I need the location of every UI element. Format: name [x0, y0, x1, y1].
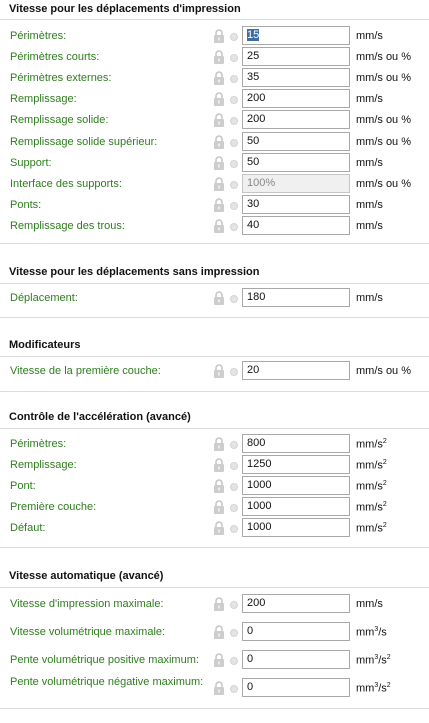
unit-text: mm — [356, 626, 375, 639]
unit-label — [356, 220, 383, 232]
reset-dot-icon[interactable] — [230, 685, 238, 693]
value-input[interactable] — [242, 361, 350, 380]
unit-text: mm/s — [356, 220, 383, 232]
setting-label: Pont: — [10, 480, 36, 492]
lock-icon[interactable] — [213, 479, 225, 493]
reset-dot-icon[interactable] — [230, 223, 238, 231]
value-input[interactable] — [242, 216, 350, 235]
reset-dot-icon[interactable] — [230, 139, 238, 147]
unit-label — [356, 51, 411, 63]
value-text: 800 — [247, 437, 266, 449]
section-bottom-border — [0, 547, 429, 548]
value-input[interactable] — [242, 195, 350, 214]
unit-text: mm — [356, 654, 375, 667]
unit-label — [356, 682, 391, 695]
setting-label: Pente volumétrique négative maximum: — [10, 676, 204, 688]
setting-row — [0, 216, 429, 237]
value-text: 1000 — [247, 521, 272, 533]
unit-label — [356, 626, 387, 639]
value-input[interactable] — [242, 68, 350, 87]
value-text: 1000 — [247, 500, 272, 512]
unit-label — [356, 30, 383, 42]
section-bottom-border — [0, 243, 429, 244]
unit-label — [356, 438, 387, 451]
setting-label: Défaut: — [10, 522, 46, 534]
section-divider — [0, 283, 429, 284]
value-input[interactable] — [242, 288, 350, 307]
section-title: Vitesse pour les déplacements sans impression — [9, 266, 260, 278]
setting-label: Périmètres: — [10, 30, 67, 42]
unit-label — [356, 598, 383, 610]
value-input[interactable] — [242, 497, 350, 516]
section-divider — [0, 19, 429, 20]
setting-label: Pente volumétrique positive maximum: — [10, 654, 199, 666]
value-text: 0 — [247, 681, 254, 693]
value-text: 200 — [247, 597, 266, 609]
value-text: 40 — [247, 219, 260, 231]
setting-row — [0, 68, 429, 89]
setting-row — [0, 288, 429, 309]
unit-label — [356, 93, 383, 105]
unit-text: mm/s — [356, 292, 383, 304]
setting-label: Support: — [10, 157, 52, 169]
setting-row — [0, 89, 429, 110]
unit-superscript: 2 — [382, 522, 387, 529]
value-text: 30 — [247, 198, 260, 210]
value-input[interactable] — [242, 174, 350, 193]
unit-label — [356, 292, 383, 304]
lock-icon[interactable] — [213, 156, 225, 170]
value-text: 100% — [247, 177, 276, 189]
unit-text: mm/s ou % — [356, 51, 412, 63]
unit-text: mm/s — [356, 501, 383, 514]
value-input[interactable] — [242, 153, 350, 172]
reset-dot-icon[interactable] — [230, 75, 238, 83]
lock-icon[interactable] — [213, 625, 225, 639]
unit-label — [356, 522, 387, 535]
unit-label — [356, 199, 383, 211]
unit-text: mm/s — [356, 199, 383, 211]
value-text: 50 — [247, 156, 260, 168]
lock-icon[interactable] — [213, 71, 225, 85]
value-text: 0 — [247, 625, 254, 637]
lock-icon[interactable] — [213, 198, 225, 212]
setting-row — [0, 650, 429, 671]
reset-dot-icon[interactable] — [230, 202, 238, 210]
setting-label: Vitesse d'impression maximale: — [10, 598, 164, 610]
setting-row — [0, 476, 429, 497]
reset-dot-icon[interactable] — [230, 504, 238, 512]
value-text: 200 — [247, 92, 266, 104]
section-bottom-border — [0, 317, 429, 318]
lock-icon[interactable] — [213, 500, 225, 514]
value-input[interactable] — [242, 678, 350, 697]
reset-dot-icon[interactable] — [230, 54, 238, 62]
unit-label — [356, 178, 411, 190]
section-bottom-border — [0, 391, 429, 392]
value-input[interactable] — [242, 518, 350, 537]
value-text: 15 — [247, 29, 260, 41]
reset-dot-icon[interactable] — [230, 96, 238, 104]
unit-label — [356, 365, 411, 377]
value-input[interactable] — [242, 476, 350, 495]
reset-dot-icon[interactable] — [230, 525, 238, 533]
setting-label: Ponts: — [10, 199, 42, 211]
unit-superscript: 2 — [382, 459, 387, 466]
lock-icon[interactable] — [213, 597, 225, 611]
unit-tail: /s — [378, 682, 387, 695]
section-title: Vitesse automatique (avancé) — [9, 570, 164, 582]
lock-icon[interactable] — [213, 219, 225, 233]
value-text: 180 — [247, 291, 266, 303]
unit-text: mm/s — [356, 459, 383, 472]
setting-row — [0, 678, 429, 699]
setting-row — [0, 518, 429, 539]
value-input[interactable] — [242, 622, 350, 641]
unit-tail: /s — [378, 626, 387, 639]
value-text: 25 — [247, 50, 260, 62]
unit-text: mm/s — [356, 598, 383, 610]
value-text: 35 — [247, 71, 260, 83]
setting-row — [0, 455, 429, 476]
unit-text: mm — [356, 682, 375, 695]
setting-label: Déplacement: — [10, 292, 78, 304]
setting-row — [0, 594, 429, 615]
unit-text: mm/s — [356, 438, 383, 451]
setting-row — [0, 26, 429, 47]
section-title: Contrôle de l'accélération (avancé) — [9, 411, 191, 423]
unit-label — [356, 72, 411, 84]
reset-dot-icon[interactable] — [230, 368, 238, 376]
reset-dot-icon[interactable] — [230, 601, 238, 609]
value-input[interactable] — [242, 110, 350, 129]
lock-icon[interactable] — [213, 135, 225, 149]
value-input[interactable] — [242, 650, 350, 669]
setting-row — [0, 361, 429, 382]
reset-dot-icon[interactable] — [230, 441, 238, 449]
section-divider — [0, 587, 429, 588]
setting-row — [0, 195, 429, 216]
setting-row — [0, 153, 429, 174]
setting-row — [0, 132, 429, 153]
value-text: 1250 — [247, 458, 272, 470]
unit-superscript: 2 — [382, 501, 387, 508]
lock-icon[interactable] — [213, 29, 225, 43]
reset-dot-icon[interactable] — [230, 117, 238, 125]
value-input[interactable] — [242, 594, 350, 613]
unit-superscript: 3 — [374, 654, 379, 661]
lock-icon[interactable] — [213, 364, 225, 378]
reset-dot-icon[interactable] — [230, 181, 238, 189]
unit-label — [356, 459, 387, 472]
lock-icon[interactable] — [213, 521, 225, 535]
setting-label: Vitesse de la première couche: — [10, 365, 161, 377]
reset-dot-icon[interactable] — [230, 33, 238, 41]
unit-text: mm/s ou % — [356, 136, 412, 148]
value-input[interactable] — [242, 89, 350, 108]
setting-label: Périmètres: — [10, 438, 67, 450]
setting-label: Périmètres externes: — [10, 72, 112, 84]
reset-dot-icon[interactable] — [230, 295, 238, 303]
reset-dot-icon[interactable] — [230, 657, 238, 665]
setting-label: Première couche: — [10, 501, 97, 513]
unit-superscript: 2 — [386, 654, 391, 661]
unit-label — [356, 114, 411, 126]
lock-icon[interactable] — [213, 177, 225, 191]
section-title: Modificateurs — [9, 339, 81, 351]
unit-text: mm/s — [356, 30, 383, 42]
unit-superscript: 2 — [386, 682, 391, 689]
unit-superscript: 2 — [382, 480, 387, 487]
unit-superscript: 3 — [374, 626, 379, 633]
section-bottom-border — [0, 708, 429, 709]
lock-icon[interactable] — [213, 92, 225, 106]
unit-text: mm/s — [356, 522, 383, 535]
lock-icon[interactable] — [213, 50, 225, 64]
value-input[interactable] — [242, 434, 350, 453]
value-text: 20 — [247, 364, 260, 376]
setting-row — [0, 497, 429, 518]
unit-text: mm/s ou % — [356, 178, 412, 190]
lock-icon[interactable] — [213, 437, 225, 451]
unit-label — [356, 136, 411, 148]
setting-label: Vitesse volumétrique maximale: — [10, 626, 166, 638]
setting-label: Remplissage: — [10, 93, 77, 105]
unit-label — [356, 480, 387, 493]
lock-icon[interactable] — [213, 291, 225, 305]
setting-row — [0, 47, 429, 68]
value-text: 200 — [247, 113, 266, 125]
unit-superscript: 3 — [374, 682, 379, 689]
lock-icon[interactable] — [213, 458, 225, 472]
section-divider — [0, 356, 429, 357]
reset-dot-icon[interactable] — [230, 629, 238, 637]
unit-text: mm/s ou % — [356, 72, 412, 84]
unit-text: mm/s ou % — [356, 114, 412, 126]
unit-text: mm/s ou % — [356, 365, 412, 377]
setting-label: Remplissage des trous: — [10, 220, 125, 232]
reset-dot-icon[interactable] — [230, 160, 238, 168]
unit-text: mm/s — [356, 157, 383, 169]
setting-label: Remplissage: — [10, 459, 77, 471]
lock-icon[interactable] — [213, 653, 225, 667]
setting-label: Remplissage solide supérieur: — [10, 136, 158, 148]
setting-label: Périmètres courts: — [10, 51, 100, 63]
value-text: 1000 — [247, 479, 272, 491]
unit-label — [356, 157, 383, 169]
setting-row — [0, 174, 429, 195]
unit-label — [356, 501, 387, 514]
value-input[interactable] — [242, 132, 350, 151]
unit-text: mm/s — [356, 480, 383, 493]
section-title: Vitesse pour les déplacements d'impression — [9, 3, 241, 15]
unit-superscript: 2 — [382, 438, 387, 445]
section-divider — [0, 428, 429, 429]
setting-row — [0, 434, 429, 455]
setting-row — [0, 622, 429, 643]
unit-text: mm/s — [356, 93, 383, 105]
setting-row — [0, 110, 429, 131]
value-input[interactable] — [242, 455, 350, 474]
lock-icon[interactable] — [213, 113, 225, 127]
setting-label: Remplissage solide: — [10, 114, 109, 126]
reset-dot-icon[interactable] — [230, 483, 238, 491]
unit-tail: /s — [378, 654, 387, 667]
value-text: 50 — [247, 135, 260, 147]
setting-label: Interface des supports: — [10, 178, 122, 190]
value-text: 0 — [247, 653, 254, 665]
unit-label — [356, 654, 391, 667]
value-input[interactable] — [242, 26, 350, 45]
value-input[interactable] — [242, 47, 350, 66]
reset-dot-icon[interactable] — [230, 462, 238, 470]
lock-icon[interactable] — [213, 681, 225, 695]
